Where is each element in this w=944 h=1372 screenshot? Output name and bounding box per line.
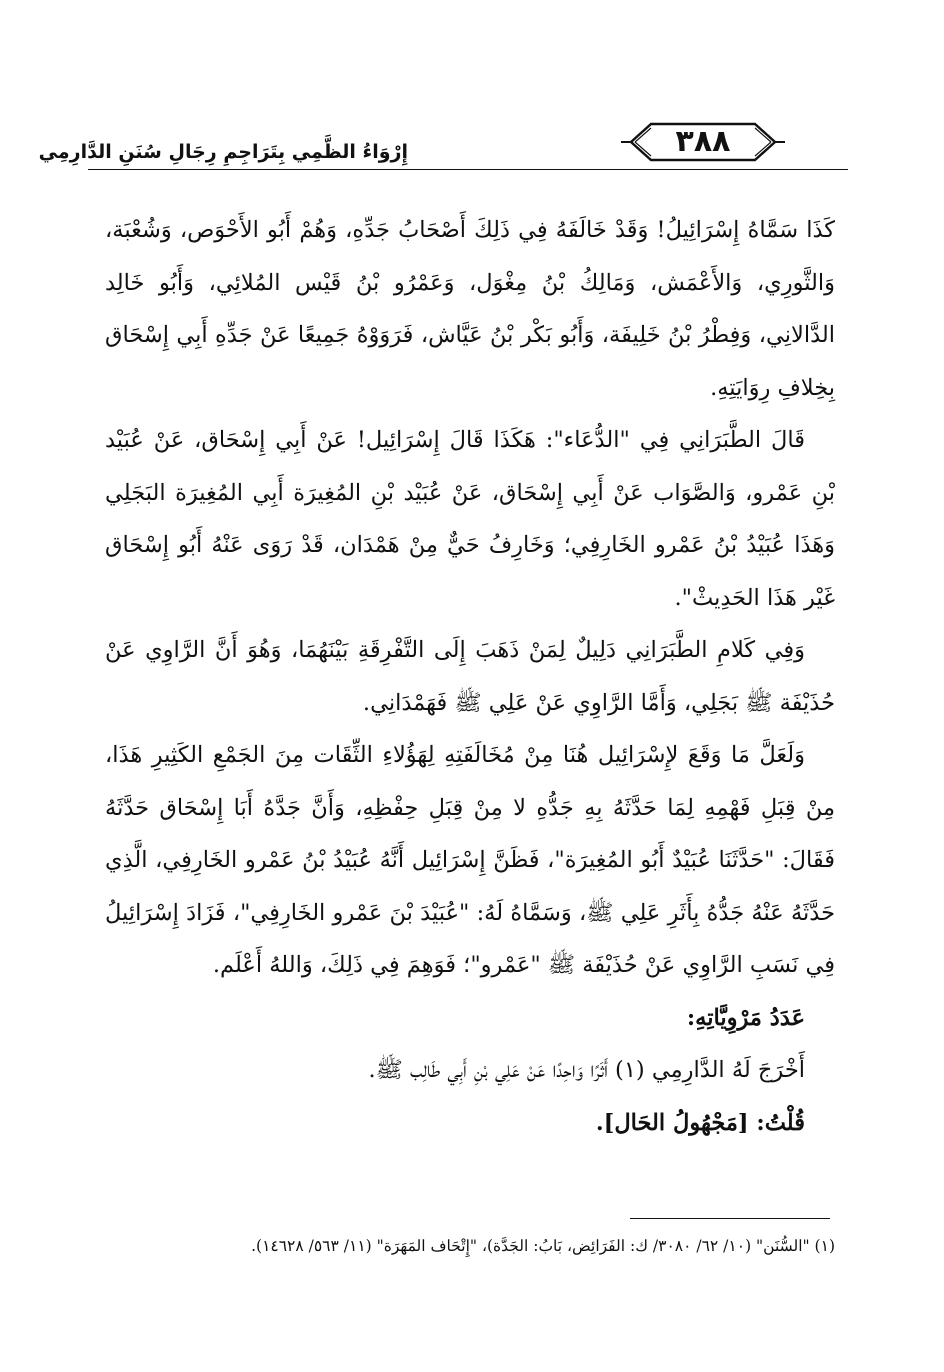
paragraph-1: كَذَا سَمَّاهُ إِسْرَائِيلُ! وَقَدْ خَالَفَهُ فِي ذَلِكَ أَصْحَابُ جَدِّهِ، وَهُمْ أَبُو الأَحْوَص، وَشُعْبَة، وَالثَّورِي، وَالأَعْمَش، وَمَالِكُ بْنُ مِغْوَل، وَعَمْرُو بْنُ قَيْس المُلائِي، وَأَبُو خَالِد الدَّالانِي، وَفِطْرُ بْنُ خَلِيفَة، وَأَبُو بَكْر بْنُ عَيَّاش، فَرَوَوْهُ جَمِيعًا عَنْ جَدِّهِ أَبِي إِسْحَاق بِخِلافِ رِوَايَتِهِ.	[105, 217, 835, 401]
body-text	[105, 204, 835, 1149]
paragraph-2: قَالَ الطَّبَرَانِي فِي "الدُّعَاء": هَكَذَا قَالَ إِسْرَائِيل! عَنْ أَبِي إِسْحَاق، عَنْ عُبَيْد بْنِ عَمْرو، وَالصَّوَاب عَنْ أَبِي إِسْحَاق، عَنْ عُبَيْد بْنِ المُغِيرَة أَبِي المُغِيرَة البَجَلِي وَهَذَا عُبَيْدُ بْنُ عَمْرو الخَارِفِي؛ وَخَارِفُ حَيٌّ مِنْ هَمْدَان، قَدْ رَوَى عَنْهُ أَبُو إِسْحَاق غَيْر هَذَا الحَدِيثْ".	[105, 427, 835, 611]
section-heading: عَدَدُ مَرْوِيَّاتِهِ:	[686, 1004, 805, 1031]
paragraph-5: أَخْرَجَ لَهُ الدَّارِمِي (١) أَثَرًا وَاحِدًا عَنْ عَلِي بْنِ أَبِي طَالِب ﷺ.	[368, 1057, 805, 1083]
paragraph-3: وَفِي كَلامِ الطَّبَرَانِي دَلِيلٌ لِمَنْ ذَهَبَ إِلَى التَّفْرِقَةِ بَيْنَهُمَا، وَهُوَ أَنَّ الرَّاوِي عَنْ حُذَيْفَة ﷺ بَجَلِي، وَأَمَّا الرَّاوِي عَنْ عَلِي ﷺ فَهَمْدَانِي.	[105, 637, 835, 716]
verdict: قُلْتُ: [مَجْهُولُ الحَال].	[595, 1109, 805, 1136]
running-title: إِرْوَاءُ الظَّمِي بِتَرَاجِمِ رِجَالِ سُنَنِ الدَّارِمِي	[38, 141, 408, 163]
header-rule	[88, 169, 848, 170]
page-number-badge	[621, 118, 785, 166]
page-number: ٣٨٨	[675, 124, 731, 159]
footnote: (١) "السُّنَن" (١٠/ ٦٢/ ٣٠٨٠/ ك: الفَرَائِض، بَابُ: الجَدَّة)، "إِتْحَاف المَهَرَة" (١١/ ٥٦٣/ ١٤٦٢٨).	[251, 1237, 835, 1255]
footnote-rule	[630, 1218, 830, 1219]
paragraph-4: وَلَعَلَّ مَا وَقَعَ لإِسْرَائِيل هُنَا مِنْ مُخَالَفَتِهِ لِهَؤُلاءِ الثِّقَات مِنَ الجَمْعِ الكَثِيرِ هَذَا، مِنْ قِبَلِ فَهْمِهِ لِمَا حَدَّثَهُ بِهِ جَدُّهِ لا مِنْ قِبَلِ حِفْظِهِ، وَأَنَّ جَدَّهُ أَبَا إِسْحَاق حَدَّثَهُ فَقَالَ: "حَدَّثَنَا عُبَيْدٌ أَبُو المُغِيرَة"، فَظَنَّ إِسْرَائِيل أَنَّهُ عُبَيْدُ بْنُ عَمْرو الخَارِفِي، الَّذِي حَدَّثَهُ عَنْهُ جَدُّهُ بِأَثَرِ عَلِي ﷺ، وَسَمَّاهُ لَهُ: "عُبَيْدَ بْنَ عَمْرو الخَارِفِي"، فَزَادَ إِسْرَائِيلُ فِي نَسَبِ الرَّاوِي عَنْ حُذَيْفَة ﷺ "عَمْرو"؛ فَوَهِمَ فِي ذَلِكَ، وَاللهُ أَعْلَم.	[105, 742, 835, 978]
page-header	[38, 118, 848, 178]
